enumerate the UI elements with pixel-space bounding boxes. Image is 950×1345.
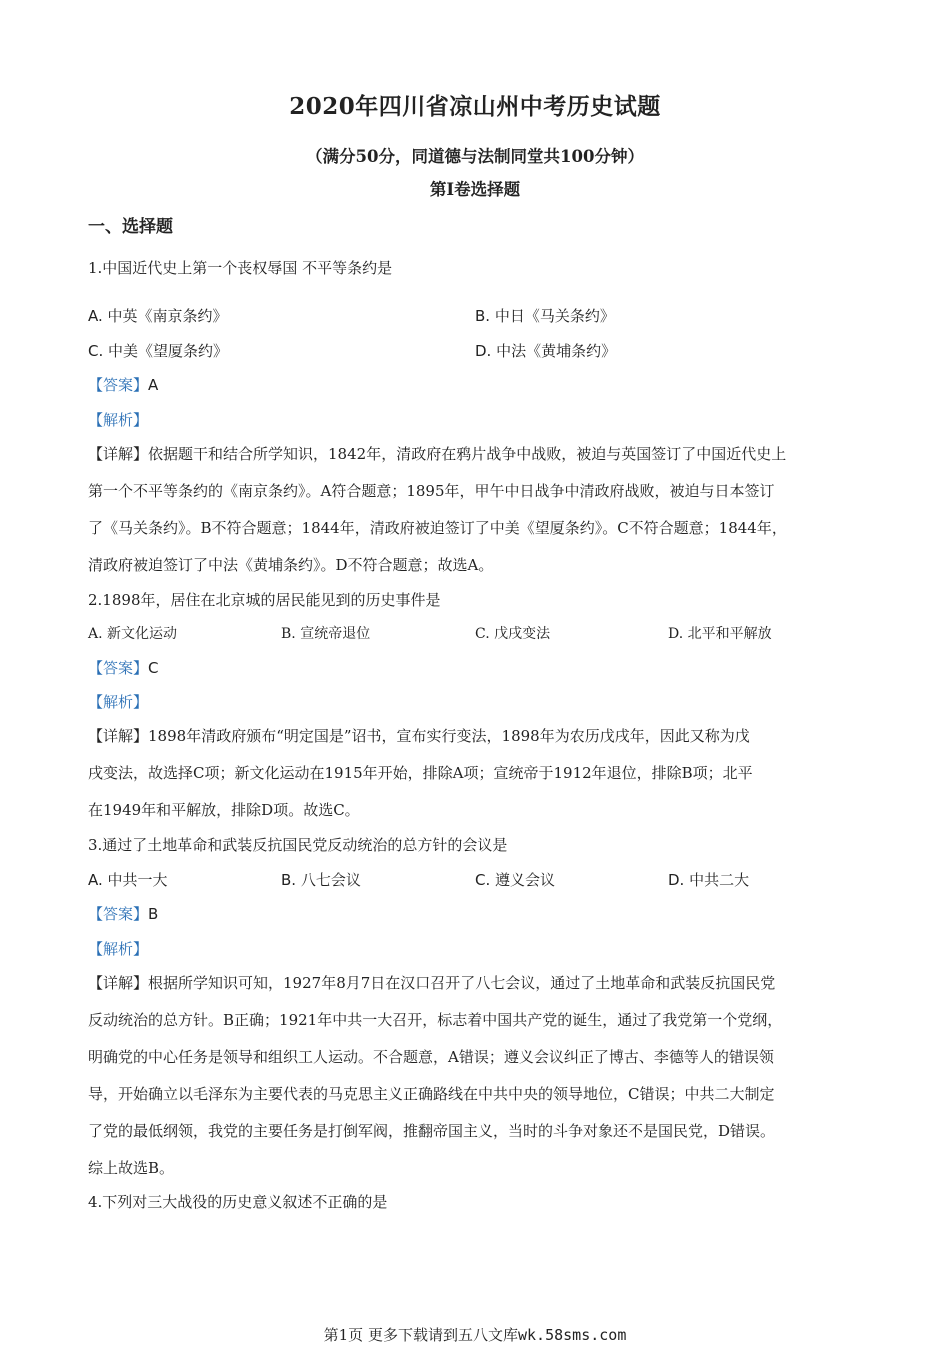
q3-analysis [88, 939, 148, 959]
q1-detail-line-3: 了《马关条约》。B不符合题意；1844年，清政府被迫签订了中美《望厦条约》。C不符合题意；1844年， [88, 519, 787, 537]
analysis-label: 【解析】 [88, 940, 149, 958]
answer-label: 【答案】 [88, 905, 149, 923]
question-1: 1.中国近代史上第一个丧权辱国 不平等条约是 [88, 259, 393, 277]
question-2: 2.1898年，居住在北京城的居民能见到的历史事件是 [88, 591, 441, 609]
q1-option-c: C. 中美《望厦条约》 [88, 342, 229, 360]
q1-detail-line-2: 第一个不平等条约的《南京条约》。A符合题意；1895年，甲午中日战争中清政府战败，被迫与日本签订 [88, 482, 775, 500]
q2-option-d: D. 北平和平解放 [668, 626, 772, 642]
answer-label: 【答案】 [88, 376, 149, 394]
q3-option-b: B. 八七会议 [281, 871, 361, 889]
q2-answer-value: C [148, 659, 159, 677]
page-number: 第1页 [323, 1326, 364, 1344]
q2-analysis [88, 692, 148, 712]
q2-detail-line-2: 戌变法，故选择C项；新文化运动在1915年开始，排除A项；宣统帝于1912年退位，排除B项；北平 [88, 764, 753, 782]
q3-answer [88, 904, 158, 924]
q3-option-d: D. 中共二大 [668, 871, 750, 889]
analysis-label: 【解析】 [88, 411, 149, 429]
q1-answer-value: A [148, 376, 159, 394]
q1-analysis [88, 410, 148, 430]
page-title: 2020年四川省凉山州中考历史试题 [289, 93, 661, 120]
q2-answer [88, 658, 159, 678]
detail-label: 【详解】 [88, 445, 149, 463]
q2-detail-text: 1898年清政府颁布“明定国是”诏书，宣布实行变法，1898年为农历戊戌年，因此又称为戊 [148, 727, 750, 745]
q3-detail-line-1 [88, 973, 775, 993]
q3-detail-line-6: 综上故选B。 [88, 1159, 175, 1177]
q3-detail-line-5: 了党的最低纲领，我党的主要任务是打倒军阀，推翻帝国主义，当时的斗争对象还不是国民党，D错误。 [88, 1122, 776, 1140]
question-4: 4.下列对三大战役的历史意义叙述不正确的是 [88, 1193, 388, 1211]
section-heading: 一、选择题 [88, 217, 173, 237]
q3-detail-line-2: 反动统治的总方针。B正确；1921年中共一大召开，标志着中国共产党的诞生，通过了我党第一个党纲， [88, 1011, 783, 1029]
question-3: 3.通过了土地革命和武装反抗国民党反动统治的总方针的会议是 [88, 836, 508, 854]
detail-label: 【详解】 [88, 974, 149, 992]
q2-option-c: C. 戊戌变法 [475, 626, 551, 642]
q3-option-a: A. 中共一大 [88, 871, 168, 889]
analysis-label: 【解析】 [88, 693, 149, 711]
page-footer [0, 1324, 950, 1345]
q3-detail-text: 根据所学知识可知，1927年8月7日在汉口召开了八七会议，通过了土地革命和武装反抗国民党 [148, 974, 776, 992]
part-heading: 第Ⅰ卷选择题 [429, 180, 521, 199]
q3-option-c: C. 遵义会议 [475, 871, 556, 889]
exam-subtitle: （满分50分，同道德与法制同堂共100分钟） [306, 147, 644, 166]
detail-label: 【详解】 [88, 727, 149, 745]
q2-detail-line-3: 在1949年和平解放，排除D项。故选C。 [88, 801, 360, 819]
answer-label: 【答案】 [88, 659, 149, 677]
q3-detail-line-3: 明确党的中心任务是领导和组织工人运动。不合题意，A错误；遵义会议纠正了博古、李德等人的错误领 [88, 1048, 774, 1066]
footer-promo: 更多下载请到五八文库 [367, 1326, 518, 1344]
q2-option-b: B. 宣统帝退位 [281, 626, 371, 642]
q2-option-a: A. 新文化运动 [88, 626, 178, 642]
q1-option-b: B. 中日《马关条约》 [475, 307, 615, 325]
footer-site-link[interactable]: wk.58sms.com [517, 1326, 627, 1344]
q1-answer [88, 375, 158, 395]
q1-option-a: A. 中英《南京条约》 [88, 307, 228, 325]
q3-answer-value: B [148, 905, 159, 923]
q1-detail-text: 依据题干和结合所学知识，1842年，清政府在鸦片战争中战败，被迫与英国签订了中国近代史上 [148, 445, 787, 463]
q3-detail-line-4: 导，开始确立以毛泽东为主要代表的马克思主义正确路线在中共中央的领导地位，C错误；中共二大制定 [88, 1085, 775, 1103]
q1-detail-line-4: 清政府被迫签订了中法《黄埔条约》。D不符合题意；故选A。 [88, 556, 494, 574]
q2-detail-line-1 [88, 726, 750, 746]
q1-option-d: D. 中法《黄埔条约》 [475, 342, 617, 360]
q1-detail-line-1 [88, 444, 786, 464]
